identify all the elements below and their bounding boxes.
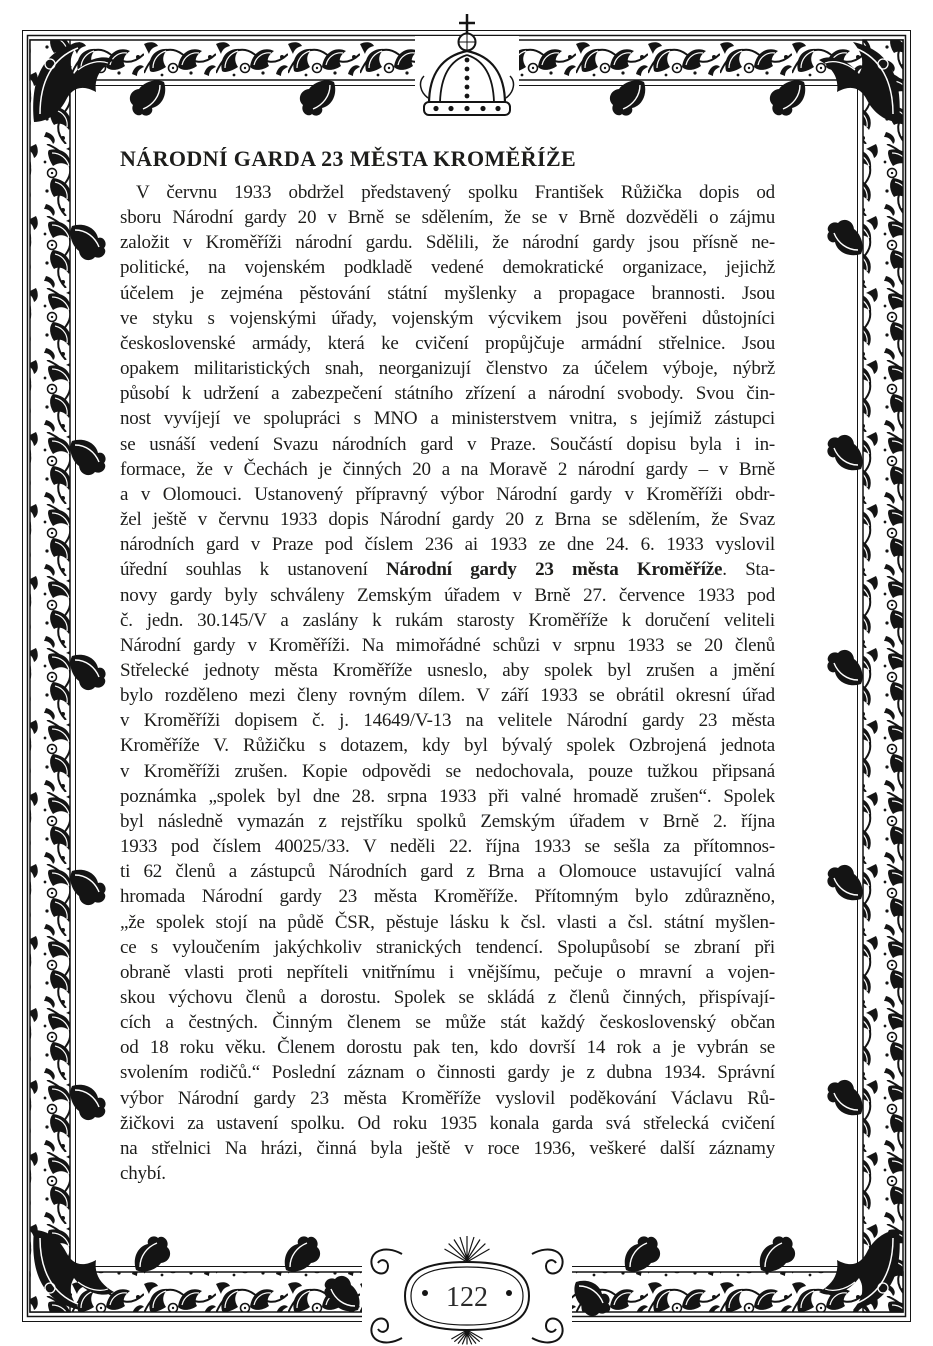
body-line: působí k udržení a zabezpečení státního zřízení a národní svobody. Svou čin- [120,383,775,405]
page-content [120,146,775,1186]
body-line: ce s vyloučením jakýchkoliv stranických tendencí. Spolupůsobí se zbraní při [120,936,775,958]
body-line: „že spolek stojí na půdě ČSR, pěstuje lásku k čsl. vlasti a čsl. státní myšlen- [120,911,775,933]
body-line: chybí. [120,1163,166,1185]
body-line: se usnáší vedení Svazu národních gard v Praze. Součástí dopisu byla i in- [120,433,775,455]
body-line: skou výchovu členů a dorostu. Spolek se skládá z členů činných, přispívají- [120,987,775,1008]
body-line: výbor Národní gardy 23 města Kroměříže vyslovil poděkování Václavu Rů- [120,1087,775,1109]
body-line: v Kroměříži dopisem č. j. 14649/V-13 na velitele Národní gardy 23 města [120,710,775,732]
body-line: bylo rozděleno mezi členy rovným dílem. V září 1933 se obrátil okresní úřad [120,685,775,707]
body-line: a v Olomouci. Ustanovený přípravný výbor Národní gardy v Kroměříži obdr- [120,483,775,505]
body-line: sboru Národní gardy 20 v Brně se sdělením, že se v Brně dozvěděli o zájmu [120,207,775,229]
body-line: Národní gardy v Kroměříži. Na mimořádné schůzi v srpnu 1933 se 20 členů [120,634,775,656]
body-line: od 18 roku věku. Členem dorostu pak ten, kdo dovrší 14 rok a je vybrán se [120,1037,775,1059]
body-line: v Kroměříži zrušen. Kopie odpovědi se nedochovala, pouze tužkou připsaná [120,760,775,782]
body-line: opakem militaristických snah, neorganizují členstvo za účelem výboje, nýbrž [120,358,775,380]
body-line: založit v Kroměříži národní gardu. Sdělili, že národní gardy jsou přísně ne- [120,232,775,254]
body-line: účelem je zejména pěstování státní myšlenky a propagace brannosti. Jsou [120,282,775,304]
body-line: národních gard v Praze pod číslem 236 ai 1933 ze dne 24. 6. 1933 vyslovil [120,534,775,556]
body-line: V červnu 1933 obdržel představený spolku František Růžička dopis od [136,182,775,203]
page-number: 122 [446,1282,488,1313]
body-paragraph [120,180,775,1186]
page-number-cartouche [324,1236,609,1345]
body-line: ti 62 členů a zástupců Národních gard z Brna a Olomouce ustavující valná [120,861,775,883]
body-line: úřední souhlas k ustanovení Národní gardy 23 města Kroměříže. Sta- [120,559,775,581]
body-line: ve styku s vojenskými úřady, vojenským výcvikem jsou pověřeni důstojníci [120,307,775,329]
body-line: obraně vlasti proti nepříteli vnitřnímu i vnějšímu, pečuje o mravní a vojen- [120,961,775,983]
crown-ornament [415,14,519,116]
body-line: Střelecké jednoty města Kroměříže usneslo, aby spolek byl zrušen a jmění [120,659,775,681]
body-line: na střelnici Na hrázi, činná byla ještě v roce 1936, veškeré další záznamy [120,1137,775,1159]
body-line: byl následně vymazán z rejstříku spolků Zemským úřadem v Brně 2. října [120,810,775,832]
body-line: č. jedn. 30.145/V a zaslány k rukám starosty Kroměříže k doručení veliteli [120,609,775,631]
body-line: politické, na vojenském podkladě vedené demokratické organizace, jejichž [120,257,775,279]
body-line: novy gardy byly schváleny Zemským úřadem v Brně 27. července 1933 pod [120,584,775,606]
page-title: NÁRODNÍ GARDA 23 MĚSTA KROMĚŘÍŽE [120,146,577,171]
body-line: svolením rodičů.“ Poslední záznam o činnosti gardy je z dubna 1934. Správní [120,1062,775,1084]
body-line: hromada Národní gardy 23 města Kroměříže. Přítomným bylo zdůrazněno, [120,886,775,908]
body-line: Kroměříže V. Růžičku s dotazem, kdy byl bývalý spolek Ozbrojená jednota [120,735,775,757]
body-line: formace, že v Čechách je činných 20 a na Moravě 2 národní gardy – v Brně [120,458,775,480]
body-line: cích a čestných. Činným členem se může stát každý československý občan [120,1012,775,1034]
body-line: poznámka „spolek byl dne 28. srpna 1933 při valné hromadě zrušen“. Spolek [120,785,775,807]
body-line: nost vyvíjejí ve spolupráci s MNO a ministerstvem vnitra, s jejímiž zástupci [120,408,775,430]
body-line: žel ještě v červnu 1933 dopis Národní gardy 20 z Brna se sdělením, že Svaz [120,509,775,531]
body-line: žičkovi za ustavení spolku. Od roku 1935 konala garda svá střelecká cvičení [120,1112,775,1134]
body-line: československé armády, která ke cvičení propůjčuje armádní střelnice. Jsou [120,332,775,354]
body-line: 1933 pod číslem 40025/33. V neděli 22. října 1933 se sešla za přítomnos- [120,836,775,858]
